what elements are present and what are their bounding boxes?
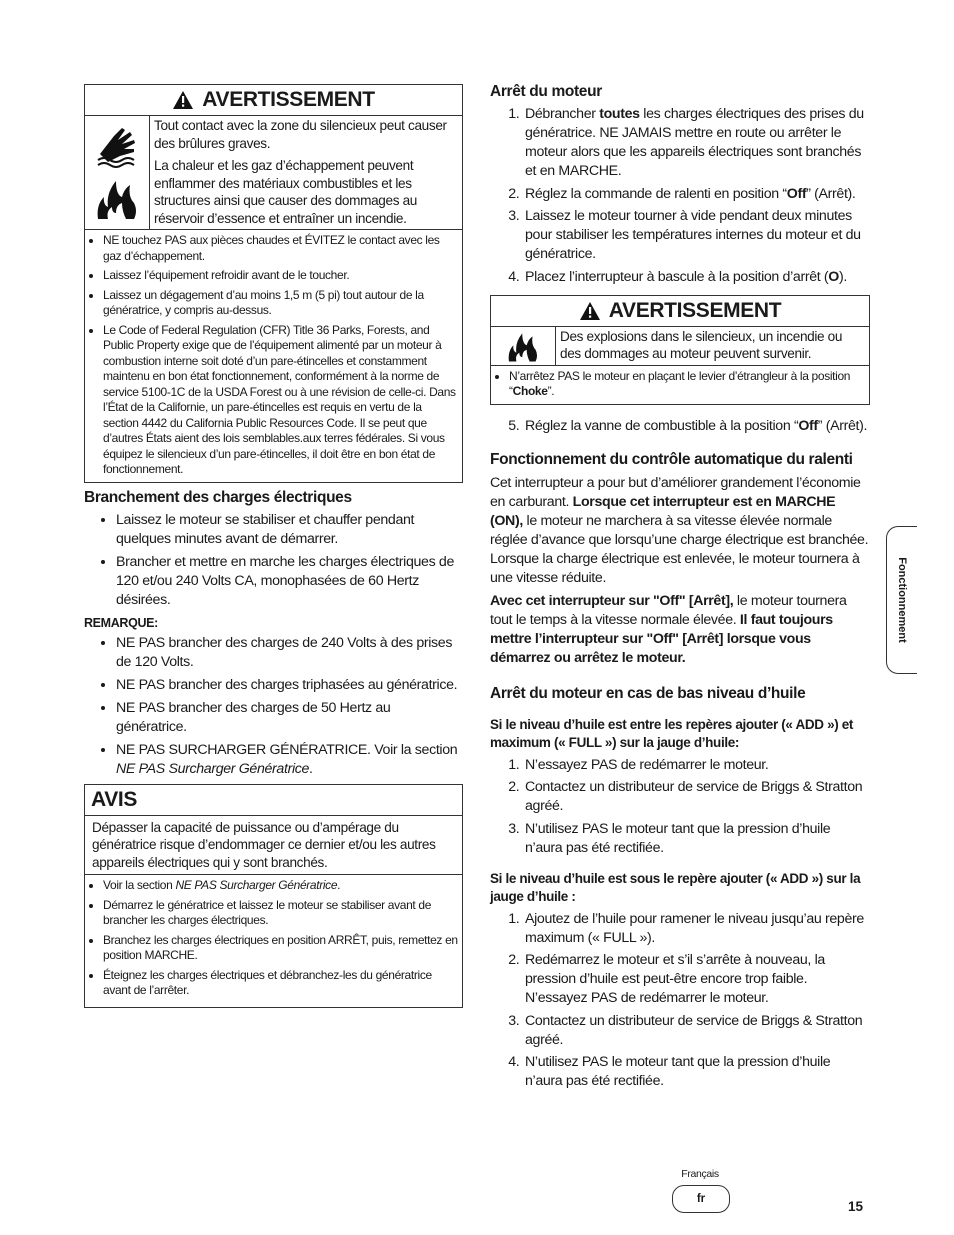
text-run: Cet interrupteur a pour but d’améliorer grandement l’économie en carburant. — [490, 474, 861, 510]
idle-section — [490, 450, 870, 668]
text-run: ” (Arrêt). — [806, 185, 856, 202]
hazard-icons — [491, 327, 556, 365]
fire-icon — [94, 175, 140, 221]
avis-bullets — [85, 875, 462, 1007]
section-heading: Arrêt du moteur en cas de bas niveau d’huile — [490, 684, 806, 702]
warning-header — [85, 85, 462, 116]
list-item: 1. N’essayez PAS de redémarrer le moteur. — [523, 756, 870, 775]
list-item: 4. N’utilisez PAS le moteur tant que la pression d’huile n’aura pas été rectifiée. — [523, 1053, 870, 1091]
warning-bullets — [491, 366, 869, 404]
hazard-text: Des explosions dans le silencieux, un incendie ou des dommages au moteur peuvent survenir. — [560, 328, 843, 361]
warning-triangle-icon — [579, 301, 601, 321]
paragraph — [490, 474, 870, 588]
list-item: • Éteignez les charges électriques et débranchez-les du génératrice avant de l’arrêter. — [103, 968, 458, 999]
emphasis: Il faut toujours mettre l’interrupteur sur "Off" [Arrêt] lorsque vous démarrez ou arrêtez le moteur. — [490, 611, 833, 666]
section-side-tab — [886, 526, 917, 674]
language-code: fr — [696, 1193, 706, 1205]
list-item: 3. Contactez un distributeur de service de Briggs & Stratton agréé. — [523, 1012, 870, 1050]
hazard-row — [491, 327, 869, 366]
emphasis: Off — [786, 185, 807, 202]
stop-section — [490, 82, 870, 287]
subheading: Si le niveau d’huile est sous le repère ajouter (« ADD ») sur la jauge d’huile : — [490, 870, 861, 904]
hazard-paragraph: Tout contact avec la zone du silencieux peut causer des brûlures graves. — [154, 118, 447, 151]
list-item — [523, 185, 870, 204]
list-item: • Le Code of Federal Regulation (CFR) Title 36 Parks, Forests, and Public Property exige que de l’équipement alimenté par un moteur à combustion interne soit doté d’un pare-étincelles et constamment maintenu en bon état fonctionnement, conformément à la norme de service 5100-1C de la USDA Forest ou à une révision de celle-ci. Dans l’État de la Californie, un pare-étincelles est requis en vertu de la section 4442 du California Public Resources Code. Il se peut que d’autres États aient des lois semblables.aux terres fédérales. Si vous équipez le silencieux d’un pare-étincelles, il doit être en bon état de fonctionnement. — [103, 323, 458, 478]
warning-bullets — [85, 230, 462, 482]
list-item: • Brancher et mettre en marche les charges électriques de 120 et/ou 240 Volts CA, monophasées de 60 Hertz désirées. — [116, 553, 463, 610]
left-column — [84, 84, 463, 1008]
oil-steps-2 — [490, 910, 870, 1092]
text-run: Placez l’interrupteur à bascule à la position d’arrêt ( — [525, 268, 829, 285]
emphasis: Choke — [512, 384, 548, 398]
list-item: • NE touchez PAS aux pièces chaudes et ÉVITEZ le contact avec les gaz d’échappement. — [103, 233, 458, 264]
note-label: REMARQUE: — [84, 615, 158, 630]
text-run: Réglez la commande de ralenti en position “ — [525, 185, 787, 202]
emphasis: toutes — [599, 106, 640, 122]
text-run: Débrancher — [525, 106, 600, 122]
list-item: • Démarrez le génératrice et laissez le moteur se stabiliser avant de brancher les charges électriques. — [103, 898, 458, 929]
stop-steps — [490, 105, 870, 287]
fire-icon — [503, 329, 543, 363]
list-item: 3. N’utilisez PAS le moteur tant que la pression d’huile n’aura pas été rectifiée. — [523, 820, 870, 858]
language-label: Français — [681, 1168, 719, 1180]
text-run: . — [309, 760, 313, 777]
list-item: • NE PAS brancher des charges de 50 Hertz au génératrice. — [116, 699, 463, 737]
list-item: • NE PAS brancher des charges de 240 Volts à des prises de 120 Volts. — [116, 634, 463, 672]
emphasis: Lorsque cet interrupteur est en MARCHE (ON), — [490, 493, 836, 529]
warning-title: AVERTISSEMENT — [608, 298, 782, 322]
list-item — [523, 417, 870, 436]
language-code-badge — [672, 1185, 730, 1213]
hazard-row — [85, 116, 462, 230]
text-run: ” (Arrêt). — [817, 417, 868, 434]
oil-steps-1 — [490, 756, 870, 858]
section-heading: Arrêt du moteur — [490, 83, 602, 100]
hazard-text — [150, 116, 462, 229]
text-run: Réglez la vanne de combustible à la position “ — [525, 417, 799, 434]
text-run: N’arrêtez PAS le moteur en plaçant le levier d’étrangleur à la position “ — [509, 368, 851, 398]
text-run: Voir la section — [103, 878, 176, 892]
avis-box — [84, 784, 463, 1008]
warning-header — [491, 296, 869, 327]
hazard-paragraph: La chaleur et les gaz d’échappement peuvent enflammer des matériaux combustibles et les structures ainsi que causer des dommages au réservoir d’essence et entraîner un incendie. — [154, 158, 418, 226]
note-bullets — [84, 634, 463, 779]
paragraph — [490, 592, 870, 668]
list-item: 1. Ajoutez de l’huile pour ramener le niveau jusqu’au repère maximum (« FULL »). — [523, 910, 870, 948]
list-item — [523, 268, 870, 287]
side-tab-label: Fonctionnement — [896, 557, 908, 643]
list-item: 2. Redémarrez le moteur et s’il s’arrête à nouveau, la pression d’huile est peut-être encore trop faible. N’essayez PAS de redémarrer le moteur. — [523, 951, 870, 1008]
text-run: NE PAS SURCHARGER GÉNÉRATRICE. Voir la section — [116, 741, 458, 758]
section-reference: NE PAS Surcharger Génératrice — [116, 760, 310, 777]
oil-section — [490, 684, 870, 1092]
subheading: Si le niveau d’huile est entre les repères ajouter (« ADD ») et maximum (« FULL ») sur la jauge d’huile: — [490, 716, 854, 750]
right-column — [490, 82, 870, 1095]
list-item: 3. Laissez le moteur tourner à vide pendant deux minutes pour stabiliser les températures internes du moteur et du génératrice. — [523, 207, 870, 264]
avis-title: AVIS — [91, 787, 138, 811]
text-run: . — [337, 878, 341, 892]
list-item: • Laissez un dégagement d’au moins 1,5 m (5 pi) tout autour de la génératrice, y compris au-dessus. — [103, 288, 458, 319]
avis-text: Dépasser la capacité de puissance ou d’ampérage du génératrice risque d’endommager ce dernier et/ou les autres appareils électriques qui y sont branchés. — [85, 816, 462, 876]
stop-steps-continued — [490, 417, 870, 436]
list-item — [509, 369, 865, 400]
text-run: le moteur tournera tout le temps à la vitesse normale élevée. — [490, 592, 847, 628]
list-item: • Laissez l’équipement refroidir avant de le toucher. — [103, 268, 458, 284]
list-item: • Branchez les charges électriques en position ARRÊT, puis, remettez en position MARCHE. — [103, 933, 458, 964]
section-heading: Branchement des charges électriques — [84, 488, 352, 506]
warning-box-hot-surfaces — [84, 84, 463, 483]
list-item: 2. Contactez un distributeur de service de Briggs & Stratton agréé. — [523, 778, 870, 816]
text-run: ”. — [547, 384, 555, 398]
section-reference: NE PAS Surcharger Génératrice — [175, 878, 338, 892]
loads-section — [84, 488, 463, 779]
emphasis: Avec cet interrupteur sur "Off" [Arrêt], — [490, 592, 734, 609]
list-item — [116, 741, 463, 779]
avis-header — [85, 785, 462, 816]
list-item — [523, 105, 870, 181]
warning-box-backfire — [490, 295, 870, 405]
emphasis: Off — [798, 417, 818, 434]
text-run: les charges électriques des prises du génératrice. NE JAMAIS mettre en route ou arrêter le moteur alors que les appareils électriques sont branchés et en MARCHE. — [525, 106, 864, 179]
emphasis: O — [828, 268, 839, 285]
list-item: • NE PAS brancher des charges triphasées au génératrice. — [116, 676, 463, 695]
hazard-icons — [85, 116, 150, 229]
list-item: • Laissez le moteur se stabiliser et chauffer pendant quelques minutes avant de démarrer. — [116, 511, 463, 549]
text-run: ). — [838, 268, 847, 285]
section-heading: Fonctionnement du contrôle automatique du ralenti — [490, 450, 853, 468]
warning-triangle-icon — [172, 90, 194, 110]
page-number: 15 — [848, 1199, 864, 1214]
hand-burn-icon — [94, 124, 140, 168]
loads-bullets — [84, 511, 463, 610]
warning-title: AVERTISSEMENT — [202, 88, 375, 111]
text-run: le moteur ne marchera à sa vitesse élevée normale réglée d’avance que lorsqu’une charge électrique est branchée. Lorsque la charge électrique est enlevée, le moteur tournera à une vitesse réduite. — [490, 512, 869, 586]
list-item — [103, 878, 458, 894]
